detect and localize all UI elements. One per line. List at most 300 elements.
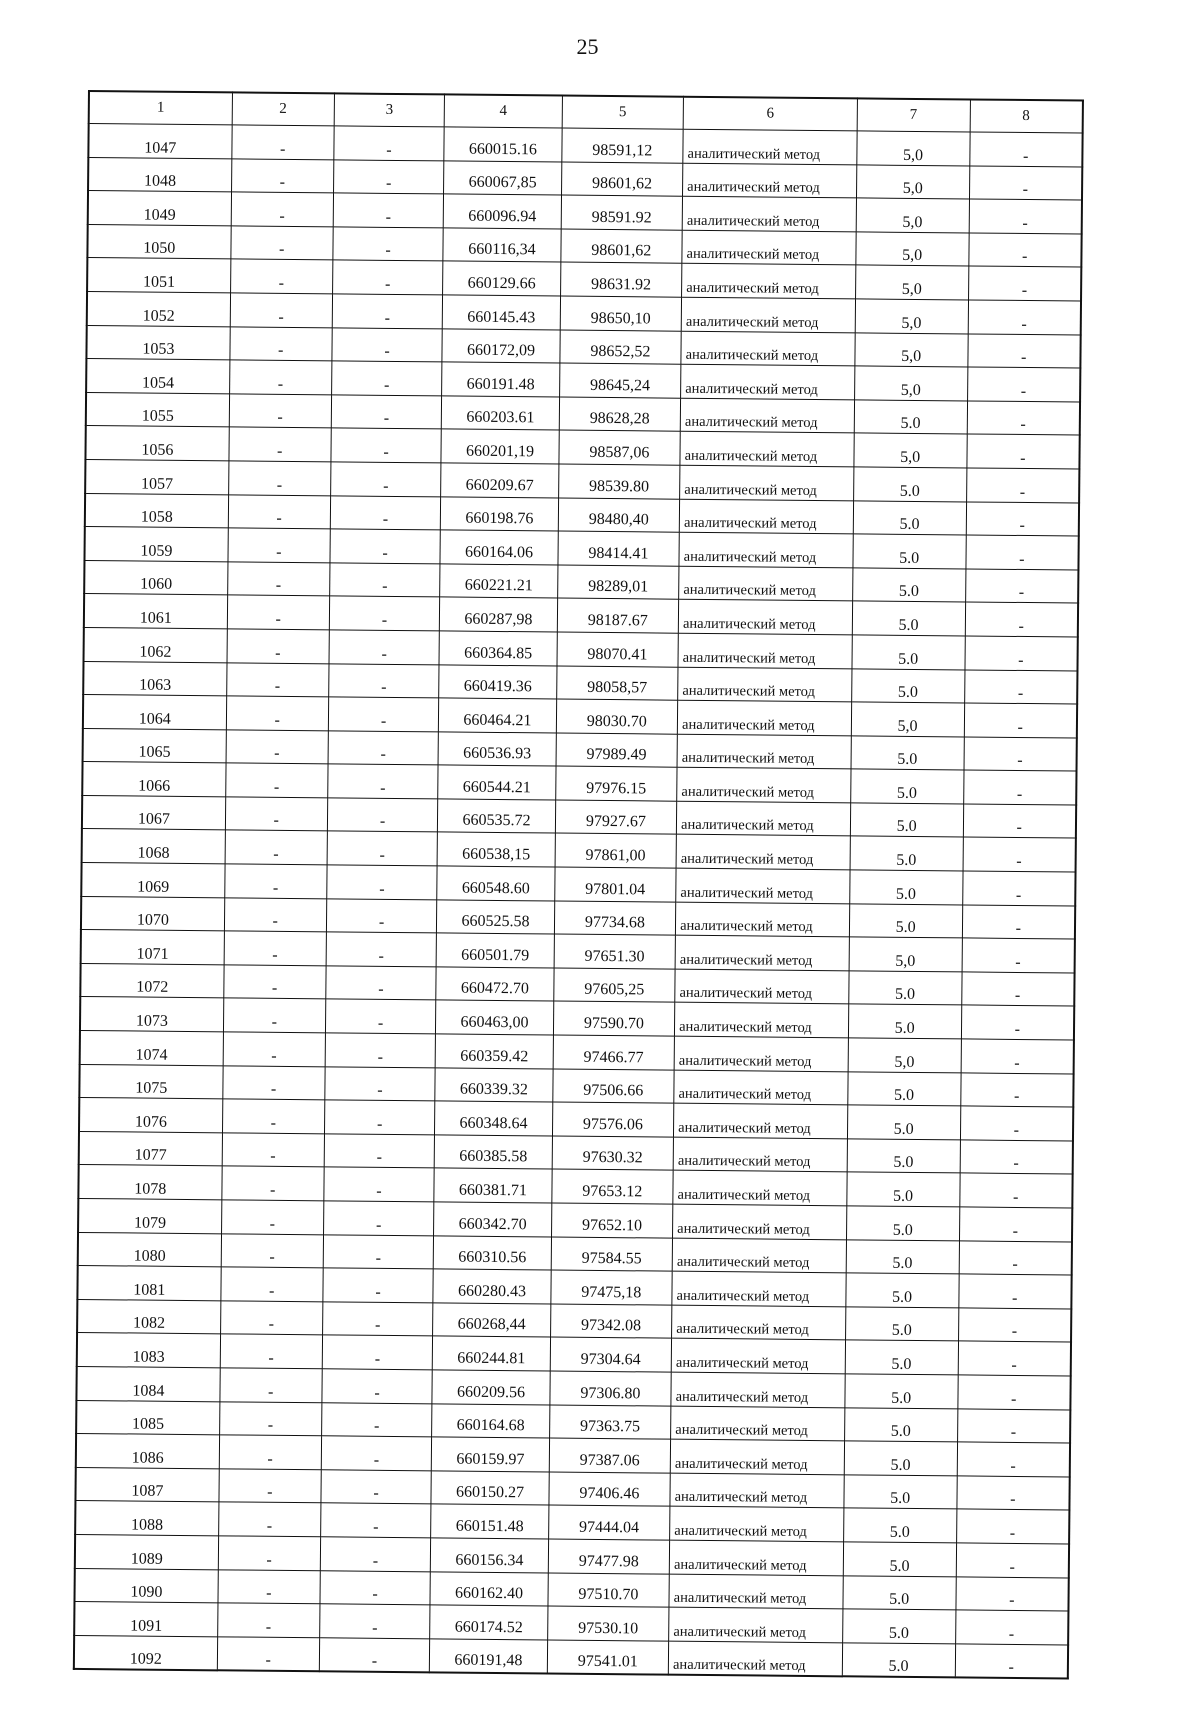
column-2-cell: - <box>221 1267 323 1302</box>
column-3-cell: - <box>322 1369 433 1404</box>
y-coordinate-cell: 97387.06 <box>549 1438 671 1473</box>
column-8-cell: - <box>961 972 1074 1007</box>
column-3-cell: - <box>329 596 440 631</box>
y-coordinate-cell: 98645,24 <box>559 363 681 398</box>
point-number-cell: 1068 <box>82 829 226 864</box>
method-cell: аналитический метод <box>669 1574 843 1609</box>
x-coordinate-cell: 660129.66 <box>443 261 561 296</box>
point-number-cell: 1053 <box>86 325 230 360</box>
point-number-cell: 1081 <box>77 1266 221 1301</box>
accuracy-cell: 5.0 <box>850 803 963 838</box>
column-8-cell: - <box>960 1106 1073 1141</box>
accuracy-cell: 5.0 <box>843 1508 956 1543</box>
point-number-cell: 1076 <box>79 1098 223 1133</box>
y-coordinate-cell: 98187.67 <box>557 598 679 633</box>
column-2-cell: - <box>228 494 330 529</box>
x-coordinate-cell: 660268,44 <box>433 1303 551 1338</box>
column-8-cell: - <box>958 1341 1071 1376</box>
method-cell: аналитический метод <box>678 667 852 702</box>
column-3-cell: - <box>319 1638 430 1673</box>
column-3-cell: - <box>324 1100 435 1135</box>
method-cell: аналитический метод <box>674 1103 848 1138</box>
column-8-cell: - <box>956 1509 1069 1544</box>
column-3-cell: - <box>330 495 441 530</box>
method-cell: аналитический метод <box>677 700 851 735</box>
x-coordinate-cell: 660151.48 <box>431 1504 549 1539</box>
point-number-cell: 1085 <box>76 1400 220 1435</box>
column-2-cell: - <box>227 562 329 597</box>
column-2-cell: - <box>231 226 333 261</box>
accuracy-cell: 5.0 <box>843 1575 956 1610</box>
y-coordinate-cell: 98628,28 <box>559 397 681 432</box>
method-cell: аналитический метод <box>681 331 855 366</box>
x-coordinate-cell: 660548.60 <box>437 866 555 901</box>
y-coordinate-cell: 97605,25 <box>553 968 675 1003</box>
accuracy-cell: 5.0 <box>852 601 965 636</box>
point-number-cell: 1059 <box>84 527 228 562</box>
column-3-cell: - <box>333 159 444 194</box>
point-number-cell: 1088 <box>75 1501 219 1536</box>
x-coordinate-cell: 660381.71 <box>434 1168 552 1203</box>
y-coordinate-cell: 97475,18 <box>550 1270 672 1305</box>
column-8-cell: - <box>962 938 1075 973</box>
method-cell: аналитический метод <box>683 163 857 198</box>
method-cell: аналитический метод <box>674 1036 848 1071</box>
point-number-cell: 1086 <box>76 1434 220 1469</box>
x-coordinate-cell: 660150.27 <box>431 1471 549 1506</box>
column-2-cell: - <box>229 394 331 429</box>
method-cell: аналитический метод <box>673 1204 847 1239</box>
accuracy-cell: 5.0 <box>844 1475 957 1510</box>
coordinates-sheet <box>73 90 1084 1680</box>
column-3-cell: - <box>328 697 439 732</box>
point-number-cell: 1064 <box>83 695 227 730</box>
y-coordinate-cell: 98652,52 <box>559 330 681 365</box>
x-coordinate-cell: 660209.56 <box>432 1370 550 1405</box>
method-cell: аналитический метод <box>675 1003 849 1038</box>
column-2-cell: - <box>219 1469 321 1504</box>
page-number: 25 <box>576 34 599 59</box>
y-coordinate-cell: 97801.04 <box>554 867 676 902</box>
column-2-cell: - <box>221 1233 323 1268</box>
y-coordinate-cell: 98289,01 <box>557 565 679 600</box>
y-coordinate-cell: 97541.01 <box>547 1640 669 1675</box>
method-cell: аналитический метод <box>670 1439 844 1474</box>
y-coordinate-cell: 97406.46 <box>549 1472 671 1507</box>
column-3-cell: - <box>323 1268 434 1303</box>
accuracy-cell: 5.0 <box>846 1273 959 1308</box>
column-3-cell: - <box>320 1570 431 1605</box>
method-cell: аналитический метод <box>669 1540 843 1575</box>
y-coordinate-cell: 97590.70 <box>553 1001 675 1036</box>
method-cell: аналитический метод <box>676 902 850 937</box>
x-coordinate-cell: 660156.34 <box>431 1538 549 1573</box>
column-2-cell: - <box>220 1368 322 1403</box>
y-coordinate-cell: 97652.10 <box>551 1203 673 1238</box>
accuracy-cell: 5.0 <box>848 1004 961 1039</box>
column-3-cell: - <box>331 361 442 396</box>
x-coordinate-cell: 660203.61 <box>442 396 560 431</box>
column-8-cell: - <box>965 636 1078 671</box>
accuracy-cell: 5.0 <box>842 1643 955 1678</box>
y-coordinate-cell: 98480,40 <box>558 498 680 533</box>
column-2-cell: - <box>221 1200 323 1235</box>
accuracy-cell: 5,0 <box>855 332 968 367</box>
accuracy-cell: 5.0 <box>853 500 966 535</box>
method-cell: аналитический метод <box>668 1641 842 1677</box>
method-cell: аналитический метод <box>683 129 857 164</box>
column-2-cell: - <box>223 1032 325 1067</box>
column-2-cell: - <box>229 427 331 462</box>
point-number-cell: 1058 <box>85 493 229 528</box>
x-coordinate-cell: 660501.79 <box>437 933 555 968</box>
method-cell: аналитический метод <box>680 465 854 500</box>
point-number-cell: 1056 <box>85 426 229 461</box>
method-cell: аналитический метод <box>675 935 849 970</box>
column-8-cell: - <box>956 1543 1069 1578</box>
accuracy-cell: 5.0 <box>846 1206 959 1241</box>
x-coordinate-cell: 660015.16 <box>444 127 562 162</box>
point-number-cell: 1074 <box>80 1030 224 1065</box>
column-2-cell: - <box>230 293 332 328</box>
column-3-cell: - <box>322 1302 433 1337</box>
method-cell: аналитический метод <box>678 600 852 635</box>
y-coordinate-cell: 97584.55 <box>551 1237 673 1272</box>
accuracy-cell: 5.0 <box>851 736 964 771</box>
column-8-cell: - <box>968 233 1081 268</box>
method-cell: аналитический метод <box>678 633 852 668</box>
column-2-cell: - <box>224 931 326 966</box>
column-3-cell: - <box>331 395 442 430</box>
column-3-cell: - <box>326 898 437 933</box>
column-2-cell: - <box>222 1166 324 1201</box>
accuracy-cell: 5.0 <box>846 1239 959 1274</box>
method-cell: аналитический метод <box>681 297 855 332</box>
accuracy-cell: 5.0 <box>850 769 963 804</box>
column-8-cell: - <box>968 266 1081 301</box>
method-cell: аналитический метод <box>681 364 855 399</box>
method-cell: аналитический метод <box>672 1238 846 1273</box>
column-8-cell: - <box>956 1476 1069 1511</box>
column-8-cell: - <box>966 434 1079 469</box>
accuracy-cell: 5.0 <box>847 1172 960 1207</box>
column-3-cell: - <box>326 932 437 967</box>
y-coordinate-cell: 97927.67 <box>555 800 677 835</box>
x-coordinate-cell: 660463,00 <box>436 1000 554 1035</box>
column-2-cell: - <box>219 1401 321 1436</box>
x-coordinate-cell: 660310.56 <box>434 1235 552 1270</box>
y-coordinate-cell: 97653.12 <box>551 1169 673 1204</box>
y-coordinate-cell: 97466.77 <box>553 1035 675 1070</box>
column-3-cell: - <box>330 462 441 497</box>
column-3-cell: - <box>325 1066 436 1101</box>
point-number-cell: 1091 <box>74 1602 218 1637</box>
column-3-cell: - <box>328 731 439 766</box>
y-coordinate-cell: 98601,62 <box>561 162 683 197</box>
x-coordinate-cell: 660342.70 <box>434 1202 552 1237</box>
accuracy-cell: 5.0 <box>852 568 965 603</box>
point-number-cell: 1082 <box>77 1299 221 1334</box>
accuracy-cell: 5.0 <box>843 1542 956 1577</box>
accuracy-cell: 5.0 <box>853 534 966 569</box>
method-cell: аналитический метод <box>673 1137 847 1172</box>
column-2-cell: - <box>227 595 329 630</box>
accuracy-cell: 5.0 <box>848 971 961 1006</box>
accuracy-cell: 5,0 <box>857 131 970 166</box>
x-coordinate-cell: 660145.43 <box>443 295 561 330</box>
point-number-cell: 1061 <box>84 594 228 629</box>
x-coordinate-cell: 660172,09 <box>442 328 560 363</box>
column-2-cell: - <box>228 528 330 563</box>
column-2-cell: - <box>224 864 326 899</box>
accuracy-cell: 5.0 <box>849 904 962 939</box>
point-number-cell: 1084 <box>76 1366 220 1401</box>
column-3-cell: - <box>321 1436 432 1471</box>
y-coordinate-cell: 97510.70 <box>548 1573 670 1608</box>
column-2-cell: - <box>226 696 328 731</box>
x-coordinate-cell: 660339.32 <box>435 1068 553 1103</box>
y-coordinate-cell: 97304.64 <box>550 1337 672 1372</box>
column-8-cell: - <box>963 837 1076 872</box>
method-cell: аналитический метод <box>671 1372 845 1407</box>
y-coordinate-cell: 97576.06 <box>552 1102 674 1137</box>
method-cell: аналитический метод <box>669 1607 843 1642</box>
y-coordinate-cell: 97444.04 <box>548 1505 670 1540</box>
column-header: 6 <box>683 97 857 131</box>
column-3-cell: - <box>329 563 440 598</box>
accuracy-cell: 5.0 <box>844 1407 957 1442</box>
column-8-cell: - <box>959 1173 1072 1208</box>
column-3-cell: - <box>332 260 443 295</box>
y-coordinate-cell: 97630.32 <box>552 1136 674 1171</box>
column-2-cell: - <box>218 1502 320 1537</box>
column-header: 7 <box>857 98 970 132</box>
column-3-cell: - <box>333 193 444 228</box>
column-3-cell: - <box>332 327 443 362</box>
column-8-cell: - <box>958 1274 1071 1309</box>
table-body <box>74 124 1083 1679</box>
column-3-cell: - <box>323 1234 434 1269</box>
column-8-cell: - <box>969 199 1082 234</box>
column-8-cell: - <box>963 770 1076 805</box>
method-cell: аналитический метод <box>679 499 853 534</box>
x-coordinate-cell: 660164.06 <box>440 530 558 565</box>
column-3-cell: - <box>325 1033 436 1068</box>
accuracy-cell: 5,0 <box>856 164 969 199</box>
point-number-cell: 1078 <box>78 1165 222 1200</box>
x-coordinate-cell: 660116,34 <box>443 228 561 263</box>
accuracy-cell: 5.0 <box>852 635 965 670</box>
column-2-cell: - <box>222 1099 324 1134</box>
column-2-cell: - <box>222 1133 324 1168</box>
column-8-cell: - <box>956 1576 1069 1611</box>
x-coordinate-cell: 660221.21 <box>440 564 558 599</box>
column-3-cell: - <box>321 1470 432 1505</box>
point-number-cell: 1079 <box>78 1198 222 1233</box>
accuracy-cell: 5.0 <box>845 1374 958 1409</box>
y-coordinate-cell: 98587,06 <box>559 430 681 465</box>
column-3-cell: - <box>328 663 439 698</box>
x-coordinate-cell: 660464.21 <box>439 698 557 733</box>
point-number-cell: 1070 <box>81 896 225 931</box>
column-3-cell: - <box>327 764 438 799</box>
point-number-cell: 1066 <box>82 762 226 797</box>
point-number-cell: 1087 <box>75 1467 219 1502</box>
x-coordinate-cell: 660159.97 <box>432 1437 550 1472</box>
column-3-cell: - <box>320 1537 431 1572</box>
method-cell: аналитический метод <box>671 1406 845 1441</box>
point-number-cell: 1048 <box>88 157 232 192</box>
column-3-cell: - <box>326 865 437 900</box>
point-number-cell: 1052 <box>87 291 231 326</box>
column-3-cell: - <box>320 1503 431 1538</box>
x-coordinate-cell: 660096.94 <box>444 194 562 229</box>
column-8-cell: - <box>957 1442 1070 1477</box>
accuracy-cell: 5.0 <box>849 870 962 905</box>
column-2-cell: - <box>226 730 328 765</box>
accuracy-cell: 5,0 <box>854 433 967 468</box>
y-coordinate-cell: 98070.41 <box>557 632 679 667</box>
method-cell: аналитический метод <box>682 196 856 231</box>
x-coordinate-cell: 660359.42 <box>436 1034 554 1069</box>
column-8-cell: - <box>957 1375 1070 1410</box>
accuracy-cell: 5.0 <box>850 836 963 871</box>
column-3-cell: - <box>326 966 437 1001</box>
method-cell: аналитический метод <box>673 1171 847 1206</box>
y-coordinate-cell: 98631.92 <box>560 262 682 297</box>
column-header: 5 <box>562 96 684 130</box>
point-number-cell: 1083 <box>77 1333 221 1368</box>
column-2-cell: - <box>227 629 329 664</box>
method-cell: аналитический метод <box>677 767 851 802</box>
column-8-cell: - <box>964 703 1077 738</box>
method-cell: аналитический метод <box>672 1271 846 1306</box>
column-2-cell: - <box>223 998 325 1033</box>
method-cell: аналитический метод <box>670 1506 844 1541</box>
column-8-cell: - <box>961 1005 1074 1040</box>
point-number-cell: 1077 <box>79 1131 223 1166</box>
column-header: 8 <box>970 99 1083 133</box>
column-8-cell: - <box>967 367 1080 402</box>
column-2-cell: - <box>225 763 327 798</box>
y-coordinate-cell: 97861,00 <box>555 833 677 868</box>
y-coordinate-cell: 98539.80 <box>558 464 680 499</box>
accuracy-cell: 5.0 <box>845 1307 958 1342</box>
method-cell: аналитический метод <box>680 398 854 433</box>
method-cell: аналитический метод <box>679 532 853 567</box>
x-coordinate-cell: 660348.64 <box>435 1101 553 1136</box>
y-coordinate-cell: 97363.75 <box>549 1405 671 1440</box>
point-number-cell: 1089 <box>75 1534 219 1569</box>
column-2-cell: - <box>230 259 332 294</box>
column-2-cell: - <box>224 965 326 1000</box>
x-coordinate-cell: 660162.40 <box>430 1571 548 1606</box>
x-coordinate-cell: 660287,98 <box>440 597 558 632</box>
column-header: 1 <box>89 91 233 125</box>
y-coordinate-cell: 98601,62 <box>560 229 682 264</box>
point-number-cell: 1092 <box>74 1635 218 1670</box>
y-coordinate-cell: 97976.15 <box>555 766 677 801</box>
y-coordinate-cell: 98650,10 <box>560 296 682 331</box>
accuracy-cell: 5.0 <box>854 400 967 435</box>
column-3-cell: - <box>329 630 440 665</box>
y-coordinate-cell: 97734.68 <box>554 901 676 936</box>
point-number-cell: 1051 <box>87 258 231 293</box>
accuracy-cell: 5,0 <box>854 366 967 401</box>
column-8-cell: - <box>957 1408 1070 1443</box>
x-coordinate-cell: 660385.58 <box>435 1135 553 1170</box>
column-2-cell: - <box>229 360 331 395</box>
column-8-cell: - <box>968 300 1081 335</box>
x-coordinate-cell: 660535.72 <box>438 799 556 834</box>
x-coordinate-cell: 660198.76 <box>441 496 559 531</box>
column-3-cell: - <box>325 999 436 1034</box>
method-cell: аналитический метод <box>682 264 856 299</box>
column-header: 4 <box>445 94 562 128</box>
accuracy-cell: 5.0 <box>847 1105 960 1140</box>
y-coordinate-cell: 98030.70 <box>556 699 678 734</box>
accuracy-cell: 5.0 <box>853 467 966 502</box>
column-8-cell: - <box>966 501 1079 536</box>
column-8-cell: - <box>959 1241 1072 1276</box>
x-coordinate-cell: 660067,85 <box>444 161 562 196</box>
column-2-cell: - <box>218 1536 320 1571</box>
point-number-cell: 1055 <box>86 392 230 427</box>
x-coordinate-cell: 660536.93 <box>438 732 556 767</box>
point-number-cell: 1063 <box>83 661 227 696</box>
accuracy-cell: 5,0 <box>848 1038 961 1073</box>
method-cell: аналитический метод <box>679 566 853 601</box>
point-number-cell: 1067 <box>82 795 226 830</box>
column-2-cell: - <box>218 1569 320 1604</box>
column-2-cell: - <box>231 158 333 193</box>
point-number-cell: 1090 <box>74 1568 218 1603</box>
method-cell: аналитический метод <box>671 1339 845 1374</box>
x-coordinate-cell: 660544.21 <box>438 765 556 800</box>
point-number-cell: 1071 <box>81 930 225 965</box>
column-3-cell: - <box>324 1134 435 1169</box>
column-8-cell: - <box>969 166 1082 201</box>
x-coordinate-cell: 660364.85 <box>439 631 557 666</box>
column-8-cell: - <box>955 1610 1068 1645</box>
point-number-cell: 1060 <box>84 560 228 595</box>
method-cell: аналитический метод <box>680 432 854 467</box>
column-3-cell: - <box>319 1604 430 1639</box>
y-coordinate-cell: 97342.08 <box>550 1304 672 1339</box>
column-2-cell: - <box>217 1603 319 1638</box>
accuracy-cell: 5.0 <box>845 1340 958 1375</box>
method-cell: аналитический метод <box>676 868 850 903</box>
point-number-cell: 1047 <box>88 124 232 159</box>
column-2-cell: - <box>219 1435 321 1470</box>
column-2-cell: - <box>230 326 332 361</box>
column-8-cell: - <box>960 1140 1073 1175</box>
column-2-cell: - <box>217 1637 319 1672</box>
column-2-cell: - <box>224 898 326 933</box>
column-8-cell: - <box>967 401 1080 436</box>
column-header: 3 <box>334 93 445 127</box>
point-number-cell: 1054 <box>86 359 230 394</box>
column-3-cell: - <box>330 529 441 564</box>
column-3-cell: - <box>324 1167 435 1202</box>
x-coordinate-cell: 660280.43 <box>433 1269 551 1304</box>
accuracy-cell: 5.0 <box>847 1139 960 1174</box>
method-cell: аналитический метод <box>670 1473 844 1508</box>
point-number-cell: 1065 <box>83 728 227 763</box>
column-3-cell: - <box>327 798 438 833</box>
point-number-cell: 1069 <box>81 863 225 898</box>
column-2-cell: - <box>226 662 328 697</box>
